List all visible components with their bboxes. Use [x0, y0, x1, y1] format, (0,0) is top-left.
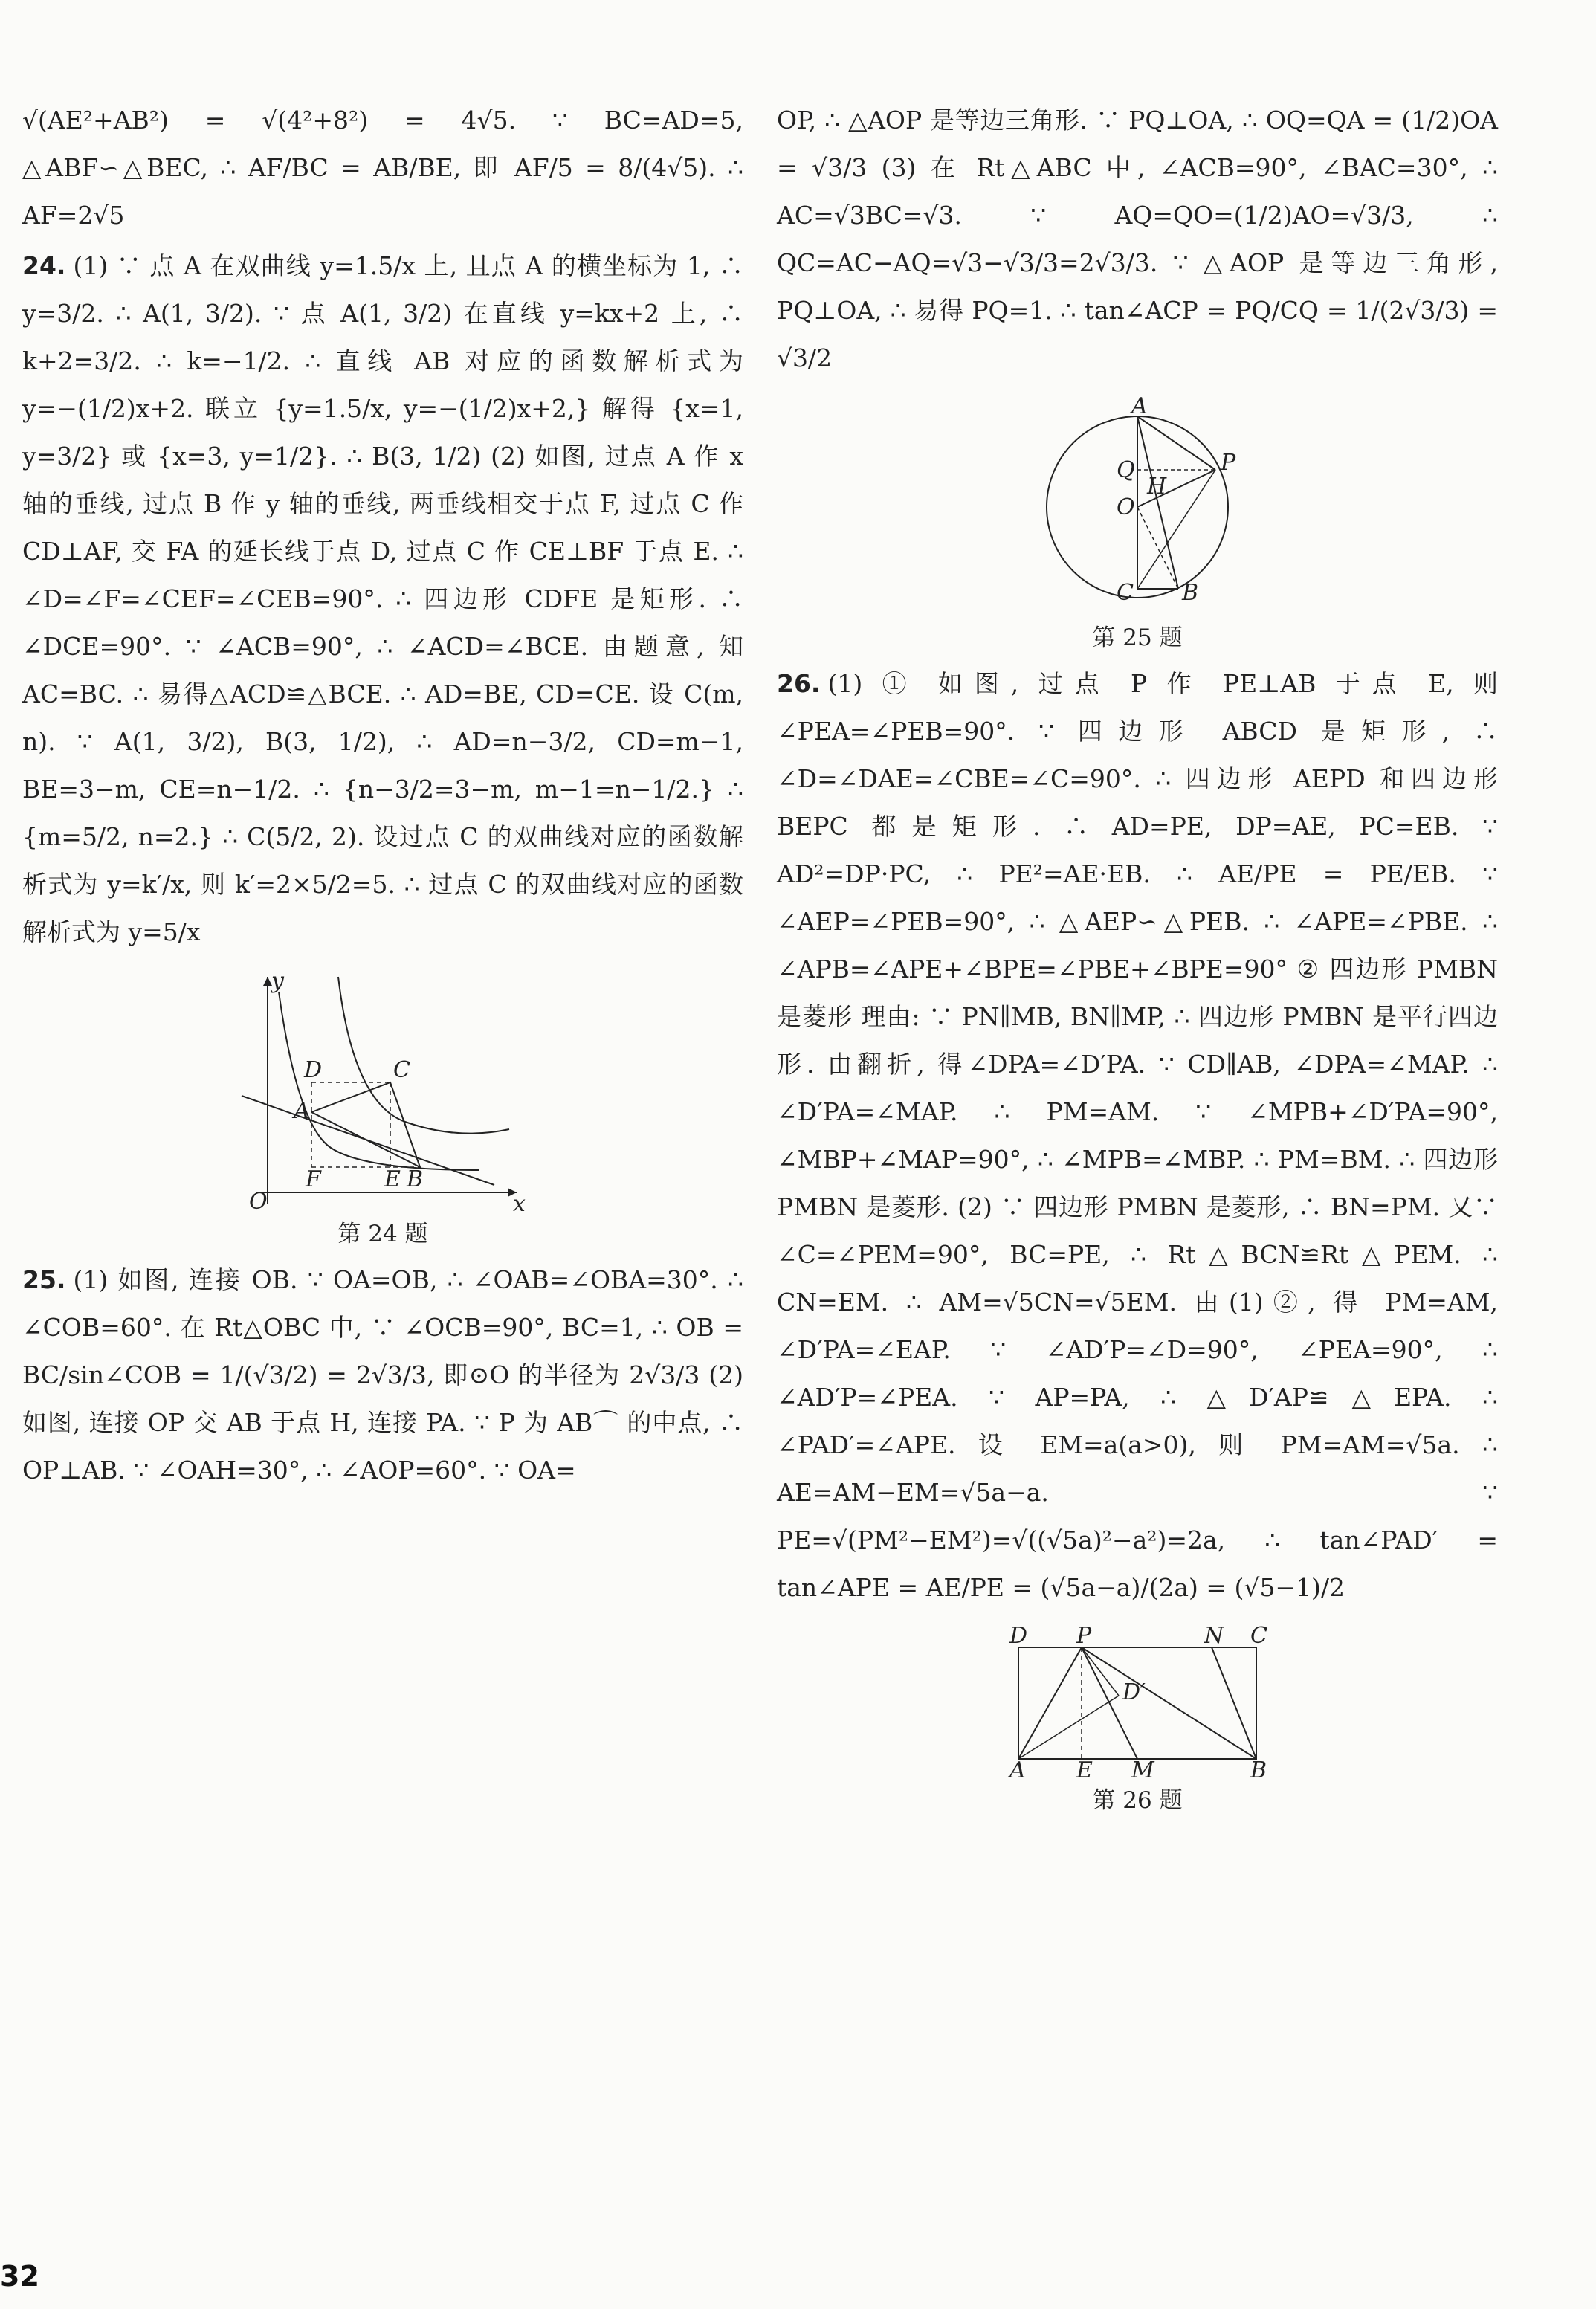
- segment-nb: [1212, 1647, 1256, 1759]
- label-p: P: [1076, 1625, 1092, 1649]
- hyperbola-c: [338, 977, 509, 1134]
- question-number: 25.: [22, 1265, 66, 1294]
- segment-pd-prime: [1082, 1647, 1119, 1696]
- answer-24: [22, 242, 743, 956]
- label-o: O: [249, 1189, 268, 1215]
- figure-26: [777, 1625, 1498, 1815]
- label-c: C: [1117, 580, 1134, 606]
- label-b: B: [1250, 1757, 1267, 1781]
- figure-25-circle: [1026, 395, 1249, 619]
- answer-25-continuation: [777, 97, 1498, 382]
- label-d-prime: D′: [1122, 1679, 1146, 1705]
- label-h: H: [1147, 474, 1167, 500]
- triangle-acb: [311, 1082, 420, 1167]
- label-o: O: [1117, 494, 1135, 520]
- label-e: E: [384, 1166, 401, 1192]
- label-q: Q: [1117, 457, 1135, 483]
- segment-ad-prime: [1018, 1696, 1119, 1759]
- answer-23-continuation: [22, 97, 743, 239]
- label-d: D: [304, 1057, 323, 1083]
- figure-24-graph: [234, 969, 532, 1215]
- answer-text: (1) ① 如图, 过点 P 作 PE⊥AB 于点 E, 则∠PEA=∠PEB=90°. ∵ 四边形 ABCD 是矩形, ∴ ∠D=∠DAE=∠CBE=∠C=90°. ∴ 四边形 AEPD 和四边形 BEPC 都是矩形. ∴ AD=PE, DP=AE, PC=EB. ∵ AD²=DP·PC, ∴ PE²=AE·EB. ∴ AE/PE = PE/EB. ∵ ∠AEP=∠PEB=90°, ∴ △AEP∽△PEB. ∴ ∠APE=∠PBE. ∴ ∠APB=∠APE+∠BPE=∠PBE+∠BPE=90° ② 四边形 PMBN 是菱形 理由: ∵ PN∥MB, BN∥MP, ∴ 四边形 PMBN 是平行四边形. 由翻折, 得∠DPA=∠D′PA. ∵ CD∥AB, ∠DPA=∠MAP. ∴ ∠D′PA=∠MAP. ∴ PM=AM. ∵ ∠MPB+∠D′PA=90°, ∠MBP+∠MAP=90°, ∴ ∠MPB=∠MBP. ∴ PM=BM. ∴ 四边形 PMBN 是菱形. (2) ∵ 四边形 PMBN 是菱形, ∴ BN=PM. 又∵ ∠C=∠PEM=90°, BC=PE, ∴ Rt△BCN≌Rt△PEM. ∴ CN=EM. ∴ AM=√5CN=√5EM. 由(1)②, 得 PM=AM, ∠D′PA=∠EAP. ∵ ∠AD′P=∠D=90°, ∠PEA=90°, ∴ ∠AD′P=∠PEA. ∵ AP=PA, ∴ △D′AP≌△EPA. ∴ ∠PAD′=∠APE. 设 EM=a(a>0), 则 PM=AM=√5a. ∴ AE=AM−EM=√5a−a. ∵ PE=√(PM²−EM²)=√((√5a)²−a²)=2a, ∴ tan∠PAD′ = tan∠APE = AE/PE = (√5a−a)/(2a) = (√5−1)/2: [777, 669, 1498, 1602]
- label-b: B: [1182, 580, 1199, 606]
- question-number: 26.: [777, 669, 821, 698]
- question-number: 24.: [22, 251, 66, 280]
- right-column: [777, 97, 1498, 1823]
- answer-text: √(AE²+AB²) = √(4²+8²) = 4√5. ∵ BC=AD=5, △ABF∽△BEC, ∴ AF/BC = AB/BE, 即 AF/5 = 8/(4√5). ∴ AF=2√5: [22, 106, 743, 230]
- left-column: [22, 97, 743, 1494]
- label-x: x: [513, 1191, 526, 1215]
- label-p: P: [1221, 450, 1236, 476]
- label-b: B: [407, 1166, 424, 1192]
- label-f: F: [306, 1166, 321, 1192]
- label-a: A: [1131, 395, 1148, 419]
- page-number: 32: [0, 2260, 39, 2293]
- label-e: E: [1076, 1757, 1093, 1781]
- answer-26: [777, 660, 1498, 1612]
- answer-text: (1) 如图, 连接 OB. ∵ OA=OB, ∴ ∠OAB=∠OBA=30°. ∴ ∠COB=60°. 在 Rt△OBC 中, ∵ ∠OCB=90°, BC=1, ∴ OB = BC/sin∠COB = 1/(√3/2) = 2√3/3, 即⊙O 的半径为 2√3/3 (2) 如图, 连接 OP 交 AB 于点 H, 连接 PA. ∵ P 为 AB⌒ 的中点, ∴ OP⊥AB. ∵ ∠OAH=30°, ∴ ∠AOP=60°. ∵ OA=: [22, 1265, 743, 1485]
- answer-text: OP, ∴ △AOP 是等边三角形. ∵ PQ⊥OA, ∴ OQ=QA = (1/2)OA = √3/3 (3) 在 Rt△ABC 中, ∠ACB=90°, ∠BAC=30°, ∴ AC=√3BC=√3. ∵ AQ=QO=(1/2)AO=√3/3, ∴ QC=AC−AQ=√3−√3/3=2√3/3. ∵ △AOP 是等边三角形, PQ⊥OA, ∴ 易得 PQ=1. ∴ tan∠ACP = PQ/CQ = 1/(2√3/3) = √3/2: [777, 106, 1498, 372]
- answer-25: [22, 1256, 743, 1494]
- label-c: C: [393, 1057, 410, 1083]
- figure-24-caption: 第 24 题: [337, 1221, 428, 1247]
- segment-ab: [1137, 416, 1178, 589]
- figure-24: [22, 969, 743, 1249]
- figure-25: [777, 395, 1498, 653]
- segment-pa: [1018, 1647, 1082, 1759]
- label-m: M: [1131, 1757, 1154, 1781]
- label-a: A: [1009, 1757, 1026, 1781]
- figure-26-caption: 第 26 题: [1092, 1787, 1183, 1814]
- segment-ob: [1137, 507, 1178, 589]
- label-a: A: [294, 1098, 310, 1124]
- label-c: C: [1250, 1625, 1267, 1649]
- label-y: y: [271, 969, 284, 994]
- figure-25-caption: 第 25 题: [1092, 624, 1183, 651]
- answer-text: (1) ∵ 点 A 在双曲线 y=1.5/x 上, 且点 A 的横坐标为 1, ∴ y=3/2. ∴ A(1, 3/2). ∵ 点 A(1, 3/2) 在直线 y=kx+2 上, ∴ k+2=3/2. ∴ k=−1/2. ∴ 直线 AB 对应的函数解析式为 y=−(1/2)x+2. 联立 {y=1.5/x, y=−(1/2)x+2,} 解得 {x=1, y=3/2} 或 {x=3, y=1/2}. ∴ B(3, 1/2) (2) 如图, 过点 A 作 x 轴的垂线, 过点 B 作 y 轴的垂线, 两垂线相交于点 F, 过点 C 作 CD⊥AF, 交 FA 的延长线于点 D, 过点 C 作 CE⊥BF 于点 E. ∴ ∠D=∠F=∠CEF=∠CEB=90°. ∴ 四边形 CDFE 是矩形. ∴ ∠DCE=90°. ∵ ∠ACB=90°, ∴ ∠ACD=∠BCE. 由题意, 知 AC=BC. ∴ 易得△ACD≌△BCE. ∴ AD=BE, CD=CE. 设 C(m, n). ∵ A(1, 3/2), B(3, 1/2), ∴ AD=n−3/2, CD=m−1, BE=3−m, CE=n−1/2. ∴ {n−3/2=3−m, m−1=n−1/2.} ∴ {m=5/2, n=2.} ∴ C(5/2, 2). 设过点 C 的双曲线对应的函数解析式为 y=k′/x, 则 k′=2×5/2=5. ∴ 过点 C 的双曲线对应的函数解析式为 y=5/x: [22, 251, 743, 946]
- figure-26-rectangle: [1004, 1625, 1271, 1781]
- label-d: D: [1009, 1625, 1028, 1649]
- label-n: N: [1204, 1625, 1224, 1649]
